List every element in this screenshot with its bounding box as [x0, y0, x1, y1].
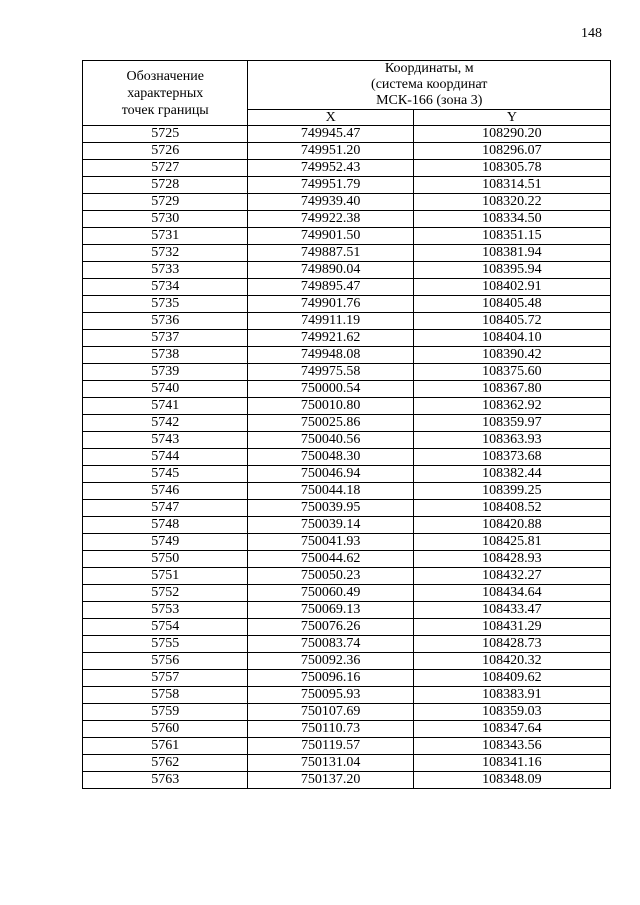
table-row	[83, 398, 611, 415]
point-cell: 5735	[83, 296, 248, 313]
point-header-line: Обозначение	[126, 68, 204, 84]
table-row	[83, 415, 611, 432]
point-cell: 5730	[83, 211, 248, 228]
x-cell: 749948.08	[248, 347, 413, 364]
x-cell: 750083.74	[248, 636, 413, 653]
point-column-header	[83, 61, 248, 126]
table-row	[83, 602, 611, 619]
table-row	[83, 755, 611, 772]
point-cell: 5728	[83, 177, 248, 194]
table-row	[83, 330, 611, 347]
table-row	[83, 738, 611, 755]
point-cell: 5759	[83, 704, 248, 721]
x-cell: 750000.54	[248, 381, 413, 398]
x-cell: 750039.14	[248, 517, 413, 534]
y-cell: 108433.47	[413, 602, 610, 619]
coords-header-line: (система координат	[371, 77, 488, 92]
x-cell: 750107.69	[248, 704, 413, 721]
y-cell: 108431.29	[413, 619, 610, 636]
y-cell: 108434.64	[413, 585, 610, 602]
point-cell: 5733	[83, 262, 248, 279]
y-cell: 108363.93	[413, 432, 610, 449]
y-cell: 108305.78	[413, 160, 610, 177]
table-row	[83, 211, 611, 228]
point-cell: 5732	[83, 245, 248, 262]
y-cell: 108348.09	[413, 772, 610, 789]
table-row	[83, 772, 611, 789]
table-row	[83, 347, 611, 364]
table-row	[83, 279, 611, 296]
y-cell: 108420.88	[413, 517, 610, 534]
coords-header-line: МСК-166 (зона 3)	[376, 93, 483, 108]
point-cell: 5731	[83, 228, 248, 245]
x-cell: 750046.94	[248, 466, 413, 483]
y-cell: 108428.93	[413, 551, 610, 568]
x-cell: 750048.30	[248, 449, 413, 466]
point-cell: 5755	[83, 636, 248, 653]
x-cell: 749922.38	[248, 211, 413, 228]
table-row	[83, 194, 611, 211]
y-cell: 108395.94	[413, 262, 610, 279]
table-row	[83, 568, 611, 585]
y-cell: 108359.03	[413, 704, 610, 721]
y-cell: 108405.72	[413, 313, 610, 330]
x-cell: 750040.56	[248, 432, 413, 449]
x-cell: 750069.13	[248, 602, 413, 619]
x-cell: 749939.40	[248, 194, 413, 211]
point-cell: 5756	[83, 653, 248, 670]
y-cell: 108381.94	[413, 245, 610, 262]
point-cell: 5726	[83, 143, 248, 160]
point-cell: 5740	[83, 381, 248, 398]
table-row	[83, 245, 611, 262]
x-cell: 750095.93	[248, 687, 413, 704]
x-cell: 750060.49	[248, 585, 413, 602]
point-cell: 5761	[83, 738, 248, 755]
table-row	[83, 228, 611, 245]
x-cell: 750119.57	[248, 738, 413, 755]
table-row	[83, 500, 611, 517]
x-cell: 749952.43	[248, 160, 413, 177]
table-row	[83, 687, 611, 704]
table-row	[83, 704, 611, 721]
y-cell: 108362.92	[413, 398, 610, 415]
table-row	[83, 449, 611, 466]
x-cell: 750010.80	[248, 398, 413, 415]
x-cell: 749921.62	[248, 330, 413, 347]
x-cell: 750096.16	[248, 670, 413, 687]
y-cell: 108404.10	[413, 330, 610, 347]
x-cell: 749911.19	[248, 313, 413, 330]
table-row	[83, 381, 611, 398]
y-column-header: Y	[413, 110, 610, 126]
y-cell: 108359.97	[413, 415, 610, 432]
point-cell: 5757	[83, 670, 248, 687]
point-cell: 5753	[83, 602, 248, 619]
y-cell: 108420.32	[413, 653, 610, 670]
x-cell: 749887.51	[248, 245, 413, 262]
table-row	[83, 262, 611, 279]
table-row	[83, 466, 611, 483]
y-cell: 108382.44	[413, 466, 610, 483]
x-cell: 749945.47	[248, 126, 413, 143]
x-cell: 750025.86	[248, 415, 413, 432]
x-cell: 750044.18	[248, 483, 413, 500]
table-row	[83, 653, 611, 670]
point-cell: 5758	[83, 687, 248, 704]
point-cell: 5729	[83, 194, 248, 211]
table-row	[83, 721, 611, 738]
y-cell: 108390.42	[413, 347, 610, 364]
y-cell: 108367.80	[413, 381, 610, 398]
point-cell: 5743	[83, 432, 248, 449]
point-cell: 5737	[83, 330, 248, 347]
y-cell: 108373.68	[413, 449, 610, 466]
point-cell: 5744	[83, 449, 248, 466]
x-cell: 749901.50	[248, 228, 413, 245]
x-cell: 750092.36	[248, 653, 413, 670]
point-cell: 5725	[83, 126, 248, 143]
point-cell: 5750	[83, 551, 248, 568]
table-row	[83, 551, 611, 568]
y-cell: 108399.25	[413, 483, 610, 500]
x-cell: 750076.26	[248, 619, 413, 636]
table-row	[83, 517, 611, 534]
table-row	[83, 483, 611, 500]
table-row	[83, 143, 611, 160]
point-cell: 5734	[83, 279, 248, 296]
x-cell: 750110.73	[248, 721, 413, 738]
y-cell: 108375.60	[413, 364, 610, 381]
point-cell: 5752	[83, 585, 248, 602]
point-cell: 5751	[83, 568, 248, 585]
y-cell: 108320.22	[413, 194, 610, 211]
table-row	[83, 432, 611, 449]
x-cell: 750137.20	[248, 772, 413, 789]
y-cell: 108432.27	[413, 568, 610, 585]
y-cell: 108290.20	[413, 126, 610, 143]
point-cell: 5736	[83, 313, 248, 330]
x-cell: 750039.95	[248, 500, 413, 517]
y-cell: 108343.56	[413, 738, 610, 755]
y-cell: 108402.91	[413, 279, 610, 296]
y-cell: 108334.50	[413, 211, 610, 228]
table-row	[83, 636, 611, 653]
table-row	[83, 160, 611, 177]
x-cell: 749890.04	[248, 262, 413, 279]
x-cell: 750041.93	[248, 534, 413, 551]
table-row	[83, 670, 611, 687]
x-cell: 749901.76	[248, 296, 413, 313]
table-row	[83, 585, 611, 602]
x-cell: 750131.04	[248, 755, 413, 772]
point-cell: 5763	[83, 772, 248, 789]
x-cell: 749951.79	[248, 177, 413, 194]
coordinates-table	[82, 60, 611, 789]
table-row	[83, 126, 611, 143]
x-column-header: X	[248, 110, 413, 126]
point-cell: 5727	[83, 160, 248, 177]
y-cell: 108347.64	[413, 721, 610, 738]
point-cell: 5748	[83, 517, 248, 534]
point-cell: 5742	[83, 415, 248, 432]
coords-column-header	[248, 61, 611, 110]
point-cell: 5739	[83, 364, 248, 381]
point-cell: 5762	[83, 755, 248, 772]
point-cell: 5738	[83, 347, 248, 364]
point-cell: 5745	[83, 466, 248, 483]
point-cell: 5746	[83, 483, 248, 500]
point-cell: 5741	[83, 398, 248, 415]
table-row	[83, 364, 611, 381]
x-cell: 750044.62	[248, 551, 413, 568]
y-cell: 108314.51	[413, 177, 610, 194]
y-cell: 108409.62	[413, 670, 610, 687]
y-cell: 108408.52	[413, 500, 610, 517]
table-row	[83, 296, 611, 313]
page-number: 148	[581, 26, 602, 41]
y-cell: 108383.91	[413, 687, 610, 704]
table-row	[83, 177, 611, 194]
table-body	[83, 126, 611, 789]
x-cell: 750050.23	[248, 568, 413, 585]
y-cell: 108405.48	[413, 296, 610, 313]
point-cell: 5749	[83, 534, 248, 551]
x-cell: 749975.58	[248, 364, 413, 381]
y-cell: 108351.15	[413, 228, 610, 245]
x-cell: 749951.20	[248, 143, 413, 160]
table-row	[83, 313, 611, 330]
point-header-line: характерных	[127, 85, 204, 101]
table-row	[83, 534, 611, 551]
y-cell: 108428.73	[413, 636, 610, 653]
point-cell: 5760	[83, 721, 248, 738]
x-cell: 749895.47	[248, 279, 413, 296]
point-cell: 5754	[83, 619, 248, 636]
table-row	[83, 619, 611, 636]
point-cell: 5747	[83, 500, 248, 517]
y-cell: 108425.81	[413, 534, 610, 551]
y-cell: 108296.07	[413, 143, 610, 160]
point-header-line: точек границы	[121, 102, 209, 118]
coords-header-line: Координаты, м	[384, 61, 474, 76]
y-cell: 108341.16	[413, 755, 610, 772]
